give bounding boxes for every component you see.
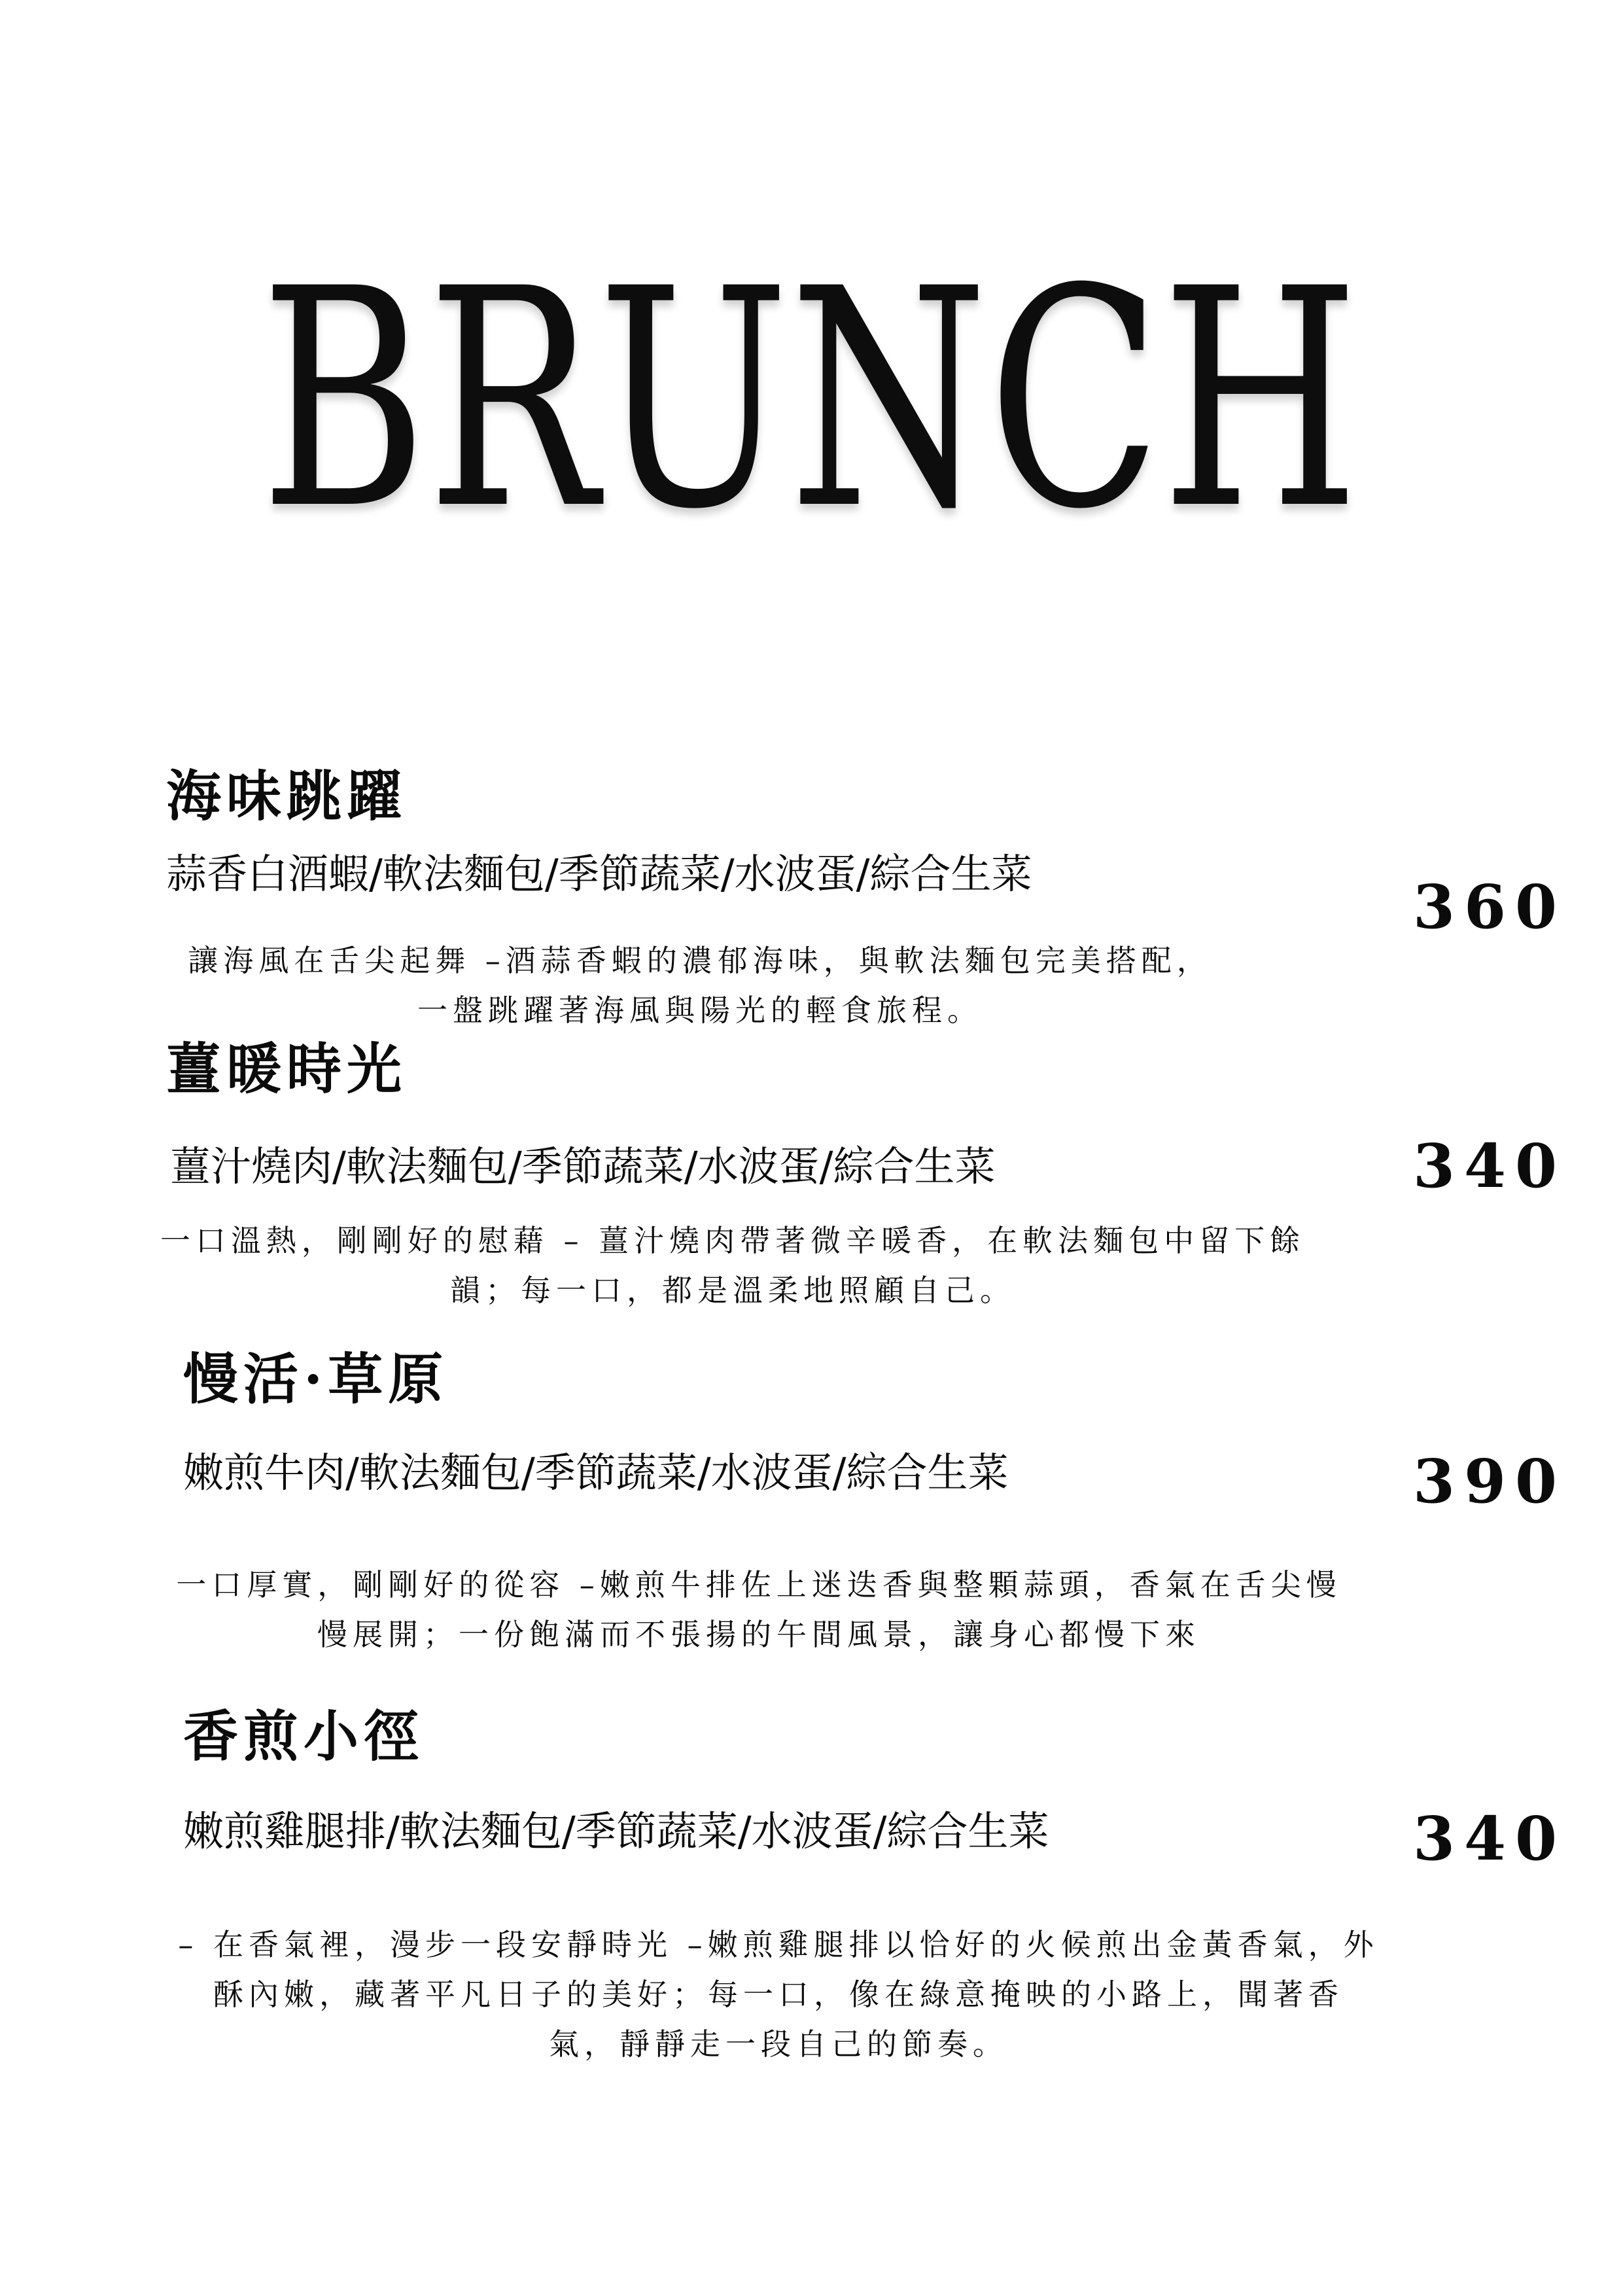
dish-price: 340 bbox=[1413, 1803, 1567, 1874]
dish-name: 慢活·草原 bbox=[183, 1347, 449, 1411]
description-line: 韻；每一口，都是溫柔地照顧自己。 bbox=[450, 1273, 1015, 1308]
description-line: 讓海風在舌尖起舞 –酒蒜香蝦的濃郁海味，與軟法麵包完美搭配， bbox=[188, 943, 1212, 978]
description-line: 一盤跳躍著海風與陽光的輕食旅程。 bbox=[417, 993, 983, 1028]
dish-ingredients: 薑汁燒肉/軟法麵包/季節蔬菜/水波蛋/綜合生菜 bbox=[170, 1142, 996, 1190]
dish-price: 340 bbox=[1413, 1131, 1567, 1201]
dish-name: 薑暖時光 bbox=[166, 1036, 408, 1101]
dish-ingredients: 嫩煎雞腿排/軟法麵包/季節蔬菜/水波蛋/綜合生菜 bbox=[183, 1807, 1049, 1855]
dish-description bbox=[157, 1216, 1308, 1315]
dish-description bbox=[170, 1560, 1348, 1659]
menu-title-text: BRUNCH bbox=[260, 225, 1359, 575]
dish-description bbox=[164, 1920, 1393, 2069]
description-line: 一口溫熱，剛剛好的慰藉 – 薑汁燒肉帶著微辛暖香，在軟法麵包中留下餘 bbox=[160, 1223, 1306, 1258]
dish-name: 海味跳躍 bbox=[166, 764, 408, 828]
dish-price: 360 bbox=[1413, 872, 1567, 942]
menu-title bbox=[254, 225, 1366, 575]
description-line: 慢展開；一份飽滿而不張揚的午間風景，讓身心都慢下來 bbox=[317, 1617, 1200, 1652]
description-line: 酥內嫩，藏著平凡日子的美好；每一口，像在綠意掩映的小路上，聞著香 bbox=[213, 1977, 1344, 2012]
description-line: 氣，靜靜走一段自己的節奏。 bbox=[549, 2026, 1008, 2062]
description-line: – 在香氣裡，漫步一段安靜時光 –嫩煎雞腿排以恰好的火候煎出金黃香氣，外 bbox=[178, 1927, 1379, 1962]
dish-ingredients: 嫩煎牛肉/軟法麵包/季節蔬菜/水波蛋/綜合生菜 bbox=[183, 1449, 1009, 1496]
description-line: 一口厚實，剛剛好的從容 –嫩煎牛排佐上迷迭香與整顆蒜頭，香氣在舌尖慢 bbox=[176, 1567, 1342, 1602]
dish-ingredients: 蒜香白酒蝦/軟法麵包/季節蔬菜/水波蛋/綜合生菜 bbox=[166, 850, 1032, 898]
dish-name: 香煎小徑 bbox=[183, 1704, 425, 1769]
dish-description bbox=[157, 936, 1243, 1035]
dish-price: 390 bbox=[1413, 1446, 1567, 1517]
